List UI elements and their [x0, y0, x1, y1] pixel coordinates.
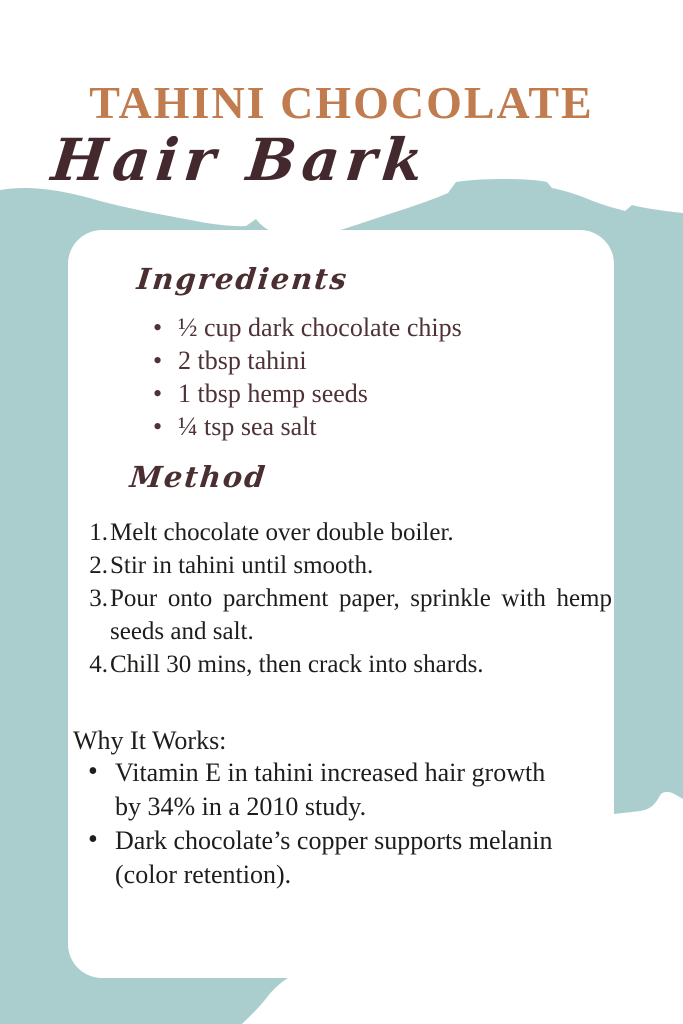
page-subtitle-script: Hair Bark — [48, 126, 433, 194]
why-it-works-heading: Why It Works: — [73, 726, 227, 755]
method-heading: Method — [128, 460, 269, 494]
ingredient-item: • ¼ tsp sea salt — [153, 410, 603, 443]
method-step: Melt chocolate over double boiler. — [110, 519, 454, 546]
method-step: Pour onto parchment paper, sprinkle with hemp seeds and salt. — [110, 585, 612, 645]
why-item: • Vitamin E in tahini increased hair growth by 34% in a 2010 study. — [88, 756, 570, 824]
method-steps-list — [110, 516, 612, 681]
ingredient-item: • 2 tbsp tahini — [153, 344, 603, 377]
page-title: TAHINI CHOCOLATE — [89, 77, 594, 128]
ingredients-heading: Ingredients — [135, 262, 351, 296]
method-step: Chill 30 mins, then crack into shards. — [110, 651, 484, 678]
recipe-card — [68, 230, 614, 978]
ingredients-list — [153, 311, 603, 443]
why-it-works-list — [88, 756, 570, 892]
why-item: • Dark chocolate’s copper supports melanin (color retention). — [88, 824, 570, 892]
method-step: Stir in tahini until smooth. — [110, 552, 374, 579]
ingredient-item: • 1 tbsp hemp seeds — [153, 377, 603, 410]
ingredient-item: • ½ cup dark chocolate chips — [153, 311, 603, 344]
